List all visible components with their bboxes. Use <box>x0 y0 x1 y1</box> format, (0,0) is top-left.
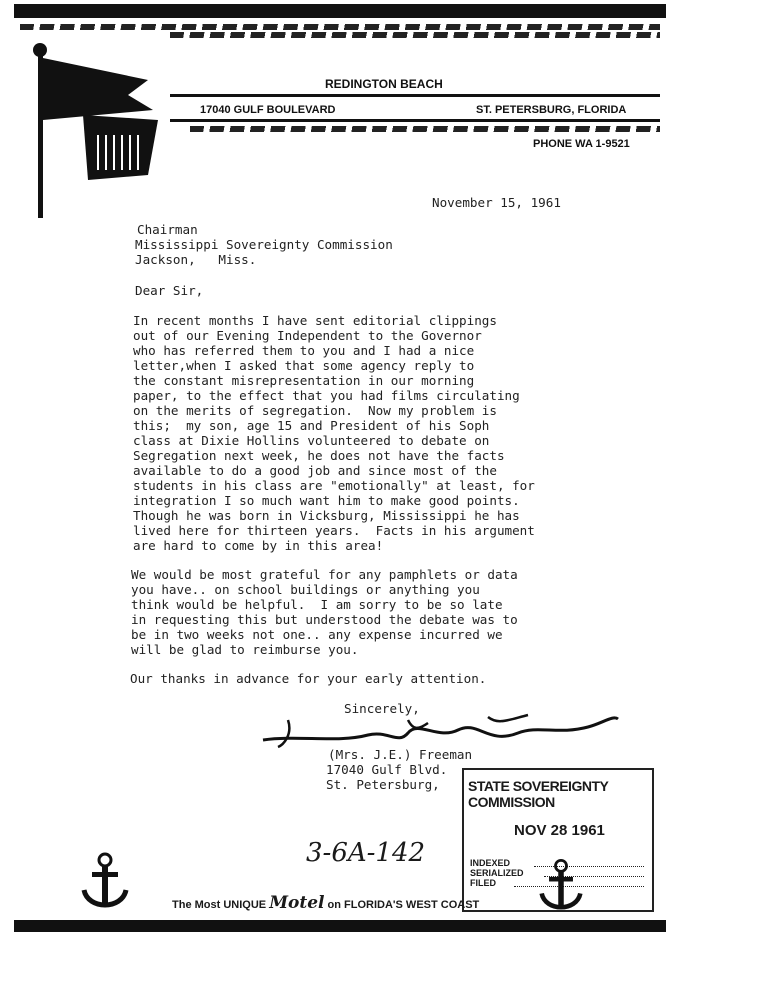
text-line: in requesting this but understood the debate was to <box>131 612 518 627</box>
text-line: available to do a good job and since most of the <box>133 463 497 478</box>
closing: Sincerely, <box>344 701 420 716</box>
top-wavy-rule-2 <box>170 32 660 38</box>
text-line: be in two weeks not one.. any expense incurred we <box>131 627 503 642</box>
sender-line-1: (Mrs. J.E.) Freeman <box>328 747 473 762</box>
text-line: this; my son, age 15 and President of his Soph <box>133 418 490 433</box>
recipient-line-3: Jackson, Miss. <box>135 252 257 267</box>
text-line: paper, to the effect that you had films circulating <box>133 388 520 403</box>
text-line: lived here for thirteen years. Facts in his argument <box>133 523 535 538</box>
footer-motel-word: Motel <box>269 893 325 913</box>
text-line: the constant misrepresentation in our morning <box>133 373 475 388</box>
stamp-date: NOV 28 1961 <box>514 822 605 839</box>
text-line: are hard to come by in this area! <box>133 538 384 553</box>
stamp-fields <box>470 858 524 888</box>
text-line: integration I so much want him to make good points. <box>133 493 520 508</box>
letterhead-street: 17040 GULF BOULEVARD <box>200 104 336 116</box>
text-line: class at Dixie Hollins volunteered to debate on <box>133 433 490 448</box>
text-line: Segregation next week, he does not have the facts <box>133 448 505 463</box>
anchor-icon-right <box>538 858 584 916</box>
anchor-icon <box>80 852 130 914</box>
top-wavy-rule <box>20 24 660 30</box>
text-line: will be glad to reimburse you. <box>131 642 359 657</box>
sender-line-2: 17040 Gulf Blvd. <box>326 762 448 777</box>
text-line: letter,when I asked that some agency reply to <box>133 358 475 373</box>
footer-text-after: on FLORIDA'S WEST COAST <box>327 899 480 911</box>
text-line: We would be most grateful for any pamphlets or data <box>131 567 518 582</box>
letterhead-rule-1 <box>170 94 660 97</box>
letter-date: November 15, 1961 <box>432 195 561 210</box>
bottom-border-bar <box>14 920 666 932</box>
letterhead-wavy-rule <box>190 126 660 132</box>
text-line: In recent months I have sent editorial clippings <box>133 313 497 328</box>
text-line: Though he was born in Vicksburg, Mississippi he has <box>133 508 520 523</box>
salutation: Dear Sir, <box>135 283 204 298</box>
text-line: you have.. on school buildings or anything you <box>131 582 480 597</box>
text-line: think would be helpful. I am sorry to be so late <box>131 597 503 612</box>
stamp-field-indexed: INDEXED <box>470 858 511 868</box>
handwritten-file-number: 3-6A-142 <box>306 838 426 868</box>
flag-logo-icon <box>28 40 168 220</box>
text-line: on the merits of segregation. Now my problem is <box>133 403 497 418</box>
paragraph-1 <box>133 313 535 553</box>
letterhead-rule-2 <box>170 119 660 122</box>
text-line: students in his class are "emotionally" at least, for <box>133 478 535 493</box>
stamp-title: STATE SOVEREIGNTY COMMISSION <box>468 778 609 810</box>
sender-line-3: St. Petersburg, <box>326 777 440 792</box>
footer-tagline <box>172 893 479 913</box>
text-line: who has referred them to you and I had a nice <box>133 343 475 358</box>
footer-text-before: The Most UNIQUE <box>172 899 267 911</box>
stamp-field-filed: FILED <box>470 878 496 888</box>
paragraph-2 <box>131 567 518 657</box>
paragraph-3: Our thanks in advance for your early attention. <box>130 671 487 686</box>
letterhead-phone: PHONE WA 1-9521 <box>533 138 630 150</box>
letterhead-location: REDINGTON BEACH <box>325 77 443 91</box>
letterhead-city: ST. PETERSBURG, FLORIDA <box>476 104 627 116</box>
top-border-bar <box>14 4 666 18</box>
stamp-field-serialized: SERIALIZED <box>470 868 524 878</box>
recipient-line-2: Mississippi Sovereignty Commission <box>135 237 393 252</box>
text-line: out of our Evening Independent to the Governor <box>133 328 482 343</box>
recipient-line-1: Chairman <box>137 222 198 237</box>
